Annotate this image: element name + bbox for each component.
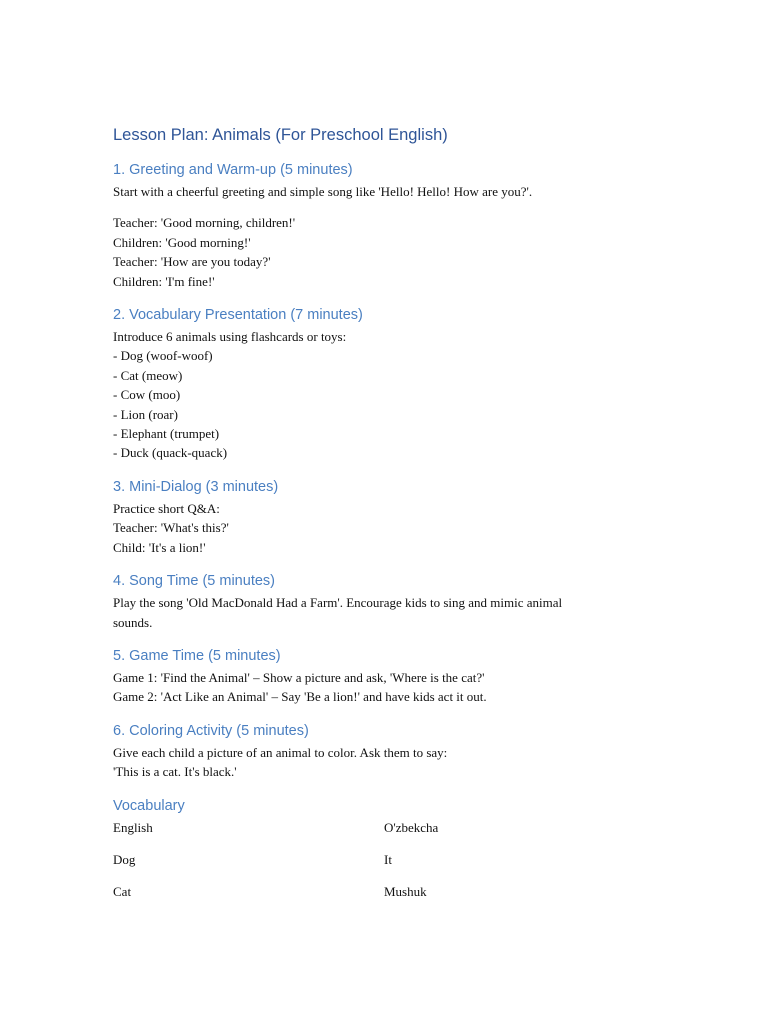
table-header-cell: English: [113, 819, 153, 835]
table-row: [113, 884, 584, 916]
table-cell: Dog: [113, 851, 136, 867]
list-item: - Cat (meow): [113, 367, 183, 383]
section-heading: 6. Coloring Activity (5 minutes): [113, 722, 309, 739]
table-cell: Mushuk: [384, 883, 427, 899]
section-greeting: [113, 160, 673, 291]
dialog-line: Teacher: 'What's this?': [113, 520, 229, 536]
text-line: Practice short Q&A:: [113, 500, 220, 516]
table-row: [113, 820, 584, 852]
list-item: - Elephant (trumpet): [113, 426, 220, 442]
text-line: sounds.: [113, 614, 153, 630]
section-coloring-activity: [113, 721, 673, 782]
dialog-line: Teacher: 'Good morning, children!': [113, 215, 296, 231]
section-vocabulary-presentation: [113, 305, 673, 463]
text-line: 'This is a cat. It's black.': [113, 764, 237, 780]
table-cell: Cat: [113, 883, 132, 899]
section-vocabulary: [113, 796, 673, 916]
vocabulary-table: [113, 820, 584, 916]
text-line: Game 1: 'Find the Animal' – Show a picture and ask, 'Where is the cat?': [113, 669, 485, 685]
section-heading: 3. Mini-Dialog (3 minutes): [113, 478, 279, 495]
list-item: - Dog (woof-woof): [113, 348, 213, 364]
section-heading: 5. Game Time (5 minutes): [113, 647, 281, 664]
page-title: Lesson Plan: Animals (For Preschool English): [113, 126, 448, 144]
section-heading: 4. Song Time (5 minutes): [113, 573, 275, 590]
section-mini-dialog: [113, 477, 673, 557]
section-game-time: [113, 646, 673, 707]
list-item: - Duck (quack-quack): [113, 445, 228, 461]
text-line: Game 2: 'Act Like an Animal' – Say 'Be a lion!' and have kids act it out.: [113, 689, 487, 705]
section-intro: Start with a cheerful greeting and simple song like 'Hello! Hello! How are you?'.: [113, 184, 533, 199]
table-cell: It: [384, 851, 392, 867]
section-song-time: [113, 571, 673, 632]
text-line: Introduce 6 animals using flashcards or toys:: [113, 329, 347, 345]
section-heading: 2. Vocabulary Presentation (7 minutes): [113, 307, 363, 324]
list-item: - Cow (moo): [113, 387, 181, 403]
table-header-cell: O'zbekcha: [384, 819, 439, 835]
dialog-line: Teacher: 'How are you today?': [113, 254, 271, 270]
section-heading: 1. Greeting and Warm-up (5 minutes): [113, 162, 353, 178]
dialog-line: Child: 'It's a lion!': [113, 539, 206, 555]
text-line: Play the song 'Old MacDonald Had a Farm'. Encourage kids to sing and mimic animal: [113, 595, 563, 611]
dialog-line: Children: 'I'm fine!': [113, 273, 215, 289]
text-line: Give each child a picture of an animal to color. Ask them to say:: [113, 744, 448, 760]
table-row: [113, 852, 584, 884]
dialog-line: Children: 'Good morning!': [113, 234, 251, 250]
section-heading: Vocabulary: [113, 797, 185, 814]
list-item: - Lion (roar): [113, 406, 178, 422]
document-page: [113, 124, 673, 916]
